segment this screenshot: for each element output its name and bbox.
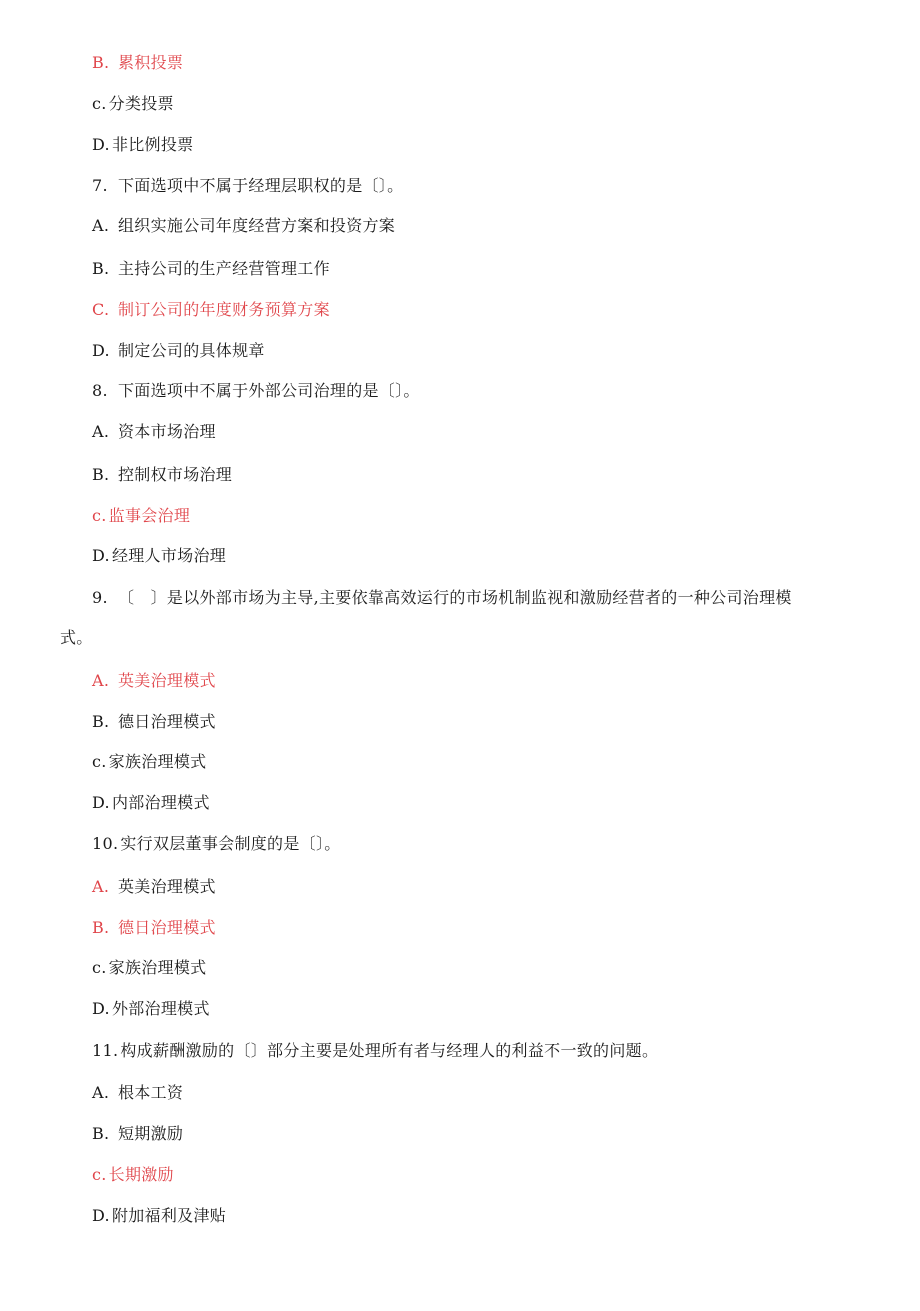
question-number: 11. [92, 1041, 119, 1060]
option-c-q9 [92, 752, 206, 772]
option-a-q9 [92, 671, 216, 691]
option-text: 根本工资 [118, 1083, 184, 1102]
option-d-q10 [92, 999, 210, 1019]
question-9 [92, 588, 792, 608]
option-text: 附加福利及津贴 [111, 1206, 227, 1225]
question-text: 实行双层董事会制度的是〔〕。 [120, 834, 341, 853]
option-c-q11 [92, 1165, 174, 1185]
option-letter: c. [92, 94, 107, 113]
option-text: 英美治理模式 [118, 671, 216, 690]
question-8 [92, 381, 420, 401]
question-text: 式。 [60, 628, 93, 647]
option-b-q7 [92, 259, 330, 279]
option-letter: B. [92, 53, 110, 72]
option-letter: D. [92, 1206, 110, 1225]
question-number: 10. [92, 834, 119, 853]
question-text: 构成薪酬激励的〔〕部分主要是处理所有者与经理人的利益不一致的问题。 [120, 1041, 659, 1060]
option-b-q6 [92, 53, 183, 73]
option-letter: c. [92, 1165, 107, 1184]
option-letter: D. [92, 546, 110, 565]
question-text: 〔 〕是以外部市场为主导,主要依靠高效运行的市场机制监视和激励经营者的一种公司治理模 [118, 588, 792, 607]
option-text: 家族治理模式 [108, 958, 207, 977]
option-letter: A. [92, 1083, 110, 1102]
option-text: 内部治理模式 [111, 793, 210, 812]
option-c-q10 [92, 958, 206, 978]
question-text: 下面选项中不属于外部公司治理的是〔〕。 [118, 381, 420, 400]
option-letter: c. [92, 752, 107, 771]
option-text: 资本市场治理 [118, 422, 216, 441]
option-b-q8 [92, 465, 232, 485]
option-text: 分类投票 [108, 94, 174, 113]
option-d-q6 [92, 135, 193, 155]
option-text: 短期激励 [118, 1124, 184, 1143]
option-letter: B. [92, 465, 110, 484]
option-d-q11 [92, 1206, 226, 1226]
option-letter: A. [92, 877, 110, 896]
question-11 [92, 1041, 658, 1061]
option-text: 德日治理模式 [118, 712, 216, 731]
option-text: 控制权市场治理 [118, 465, 233, 484]
option-b-q11 [92, 1124, 183, 1144]
option-b-q9 [92, 712, 216, 732]
option-b-q10 [92, 918, 216, 938]
option-text: 外部治理模式 [111, 999, 210, 1018]
option-c-q6 [92, 94, 174, 114]
option-text: 监事会治理 [108, 506, 191, 525]
option-letter: D. [92, 341, 110, 360]
option-text: 家族治理模式 [108, 752, 207, 771]
option-letter: B. [92, 712, 110, 731]
option-d-q7 [92, 341, 265, 361]
option-letter: A. [92, 671, 110, 690]
option-d-q8 [92, 546, 226, 566]
option-letter: B. [92, 259, 110, 278]
option-letter: A. [92, 216, 110, 235]
question-9-continued [60, 628, 93, 648]
option-letter: c. [92, 958, 107, 977]
option-d-q9 [92, 793, 210, 813]
option-letter: c. [92, 506, 107, 525]
option-a-q7 [92, 216, 395, 236]
option-text: 组织实施公司年度经营方案和投资方案 [118, 216, 396, 235]
option-c-q7 [92, 300, 330, 320]
option-text: 英美治理模式 [118, 877, 216, 896]
question-number: 8. [92, 381, 108, 400]
option-text: 德日治理模式 [118, 918, 216, 937]
option-text: 主持公司的生产经营管理工作 [118, 259, 330, 278]
question-text: 下面选项中不属于经理层职权的是〔〕。 [118, 176, 404, 195]
option-a-q11 [92, 1083, 183, 1103]
option-letter: B. [92, 918, 110, 937]
question-7 [92, 176, 403, 196]
question-number: 9. [92, 588, 108, 607]
option-text: 制订公司的年度财务预算方案 [118, 300, 330, 319]
option-c-q8 [92, 506, 190, 526]
option-text: 制定公司的具体规章 [118, 341, 265, 360]
option-letter: C. [92, 300, 110, 319]
option-a-q10 [92, 877, 216, 897]
question-number: 7. [92, 176, 108, 195]
option-a-q8 [92, 422, 216, 442]
option-letter: D. [92, 999, 110, 1018]
option-letter: A. [92, 422, 110, 441]
option-text: 非比例投票 [111, 135, 194, 154]
option-letter: D. [92, 793, 110, 812]
option-letter: D. [92, 135, 110, 154]
question-10 [92, 834, 341, 854]
option-letter: B. [92, 1124, 110, 1143]
option-text: 长期激励 [108, 1165, 174, 1184]
option-text: 累积投票 [118, 53, 184, 72]
option-text: 经理人市场治理 [111, 546, 227, 565]
